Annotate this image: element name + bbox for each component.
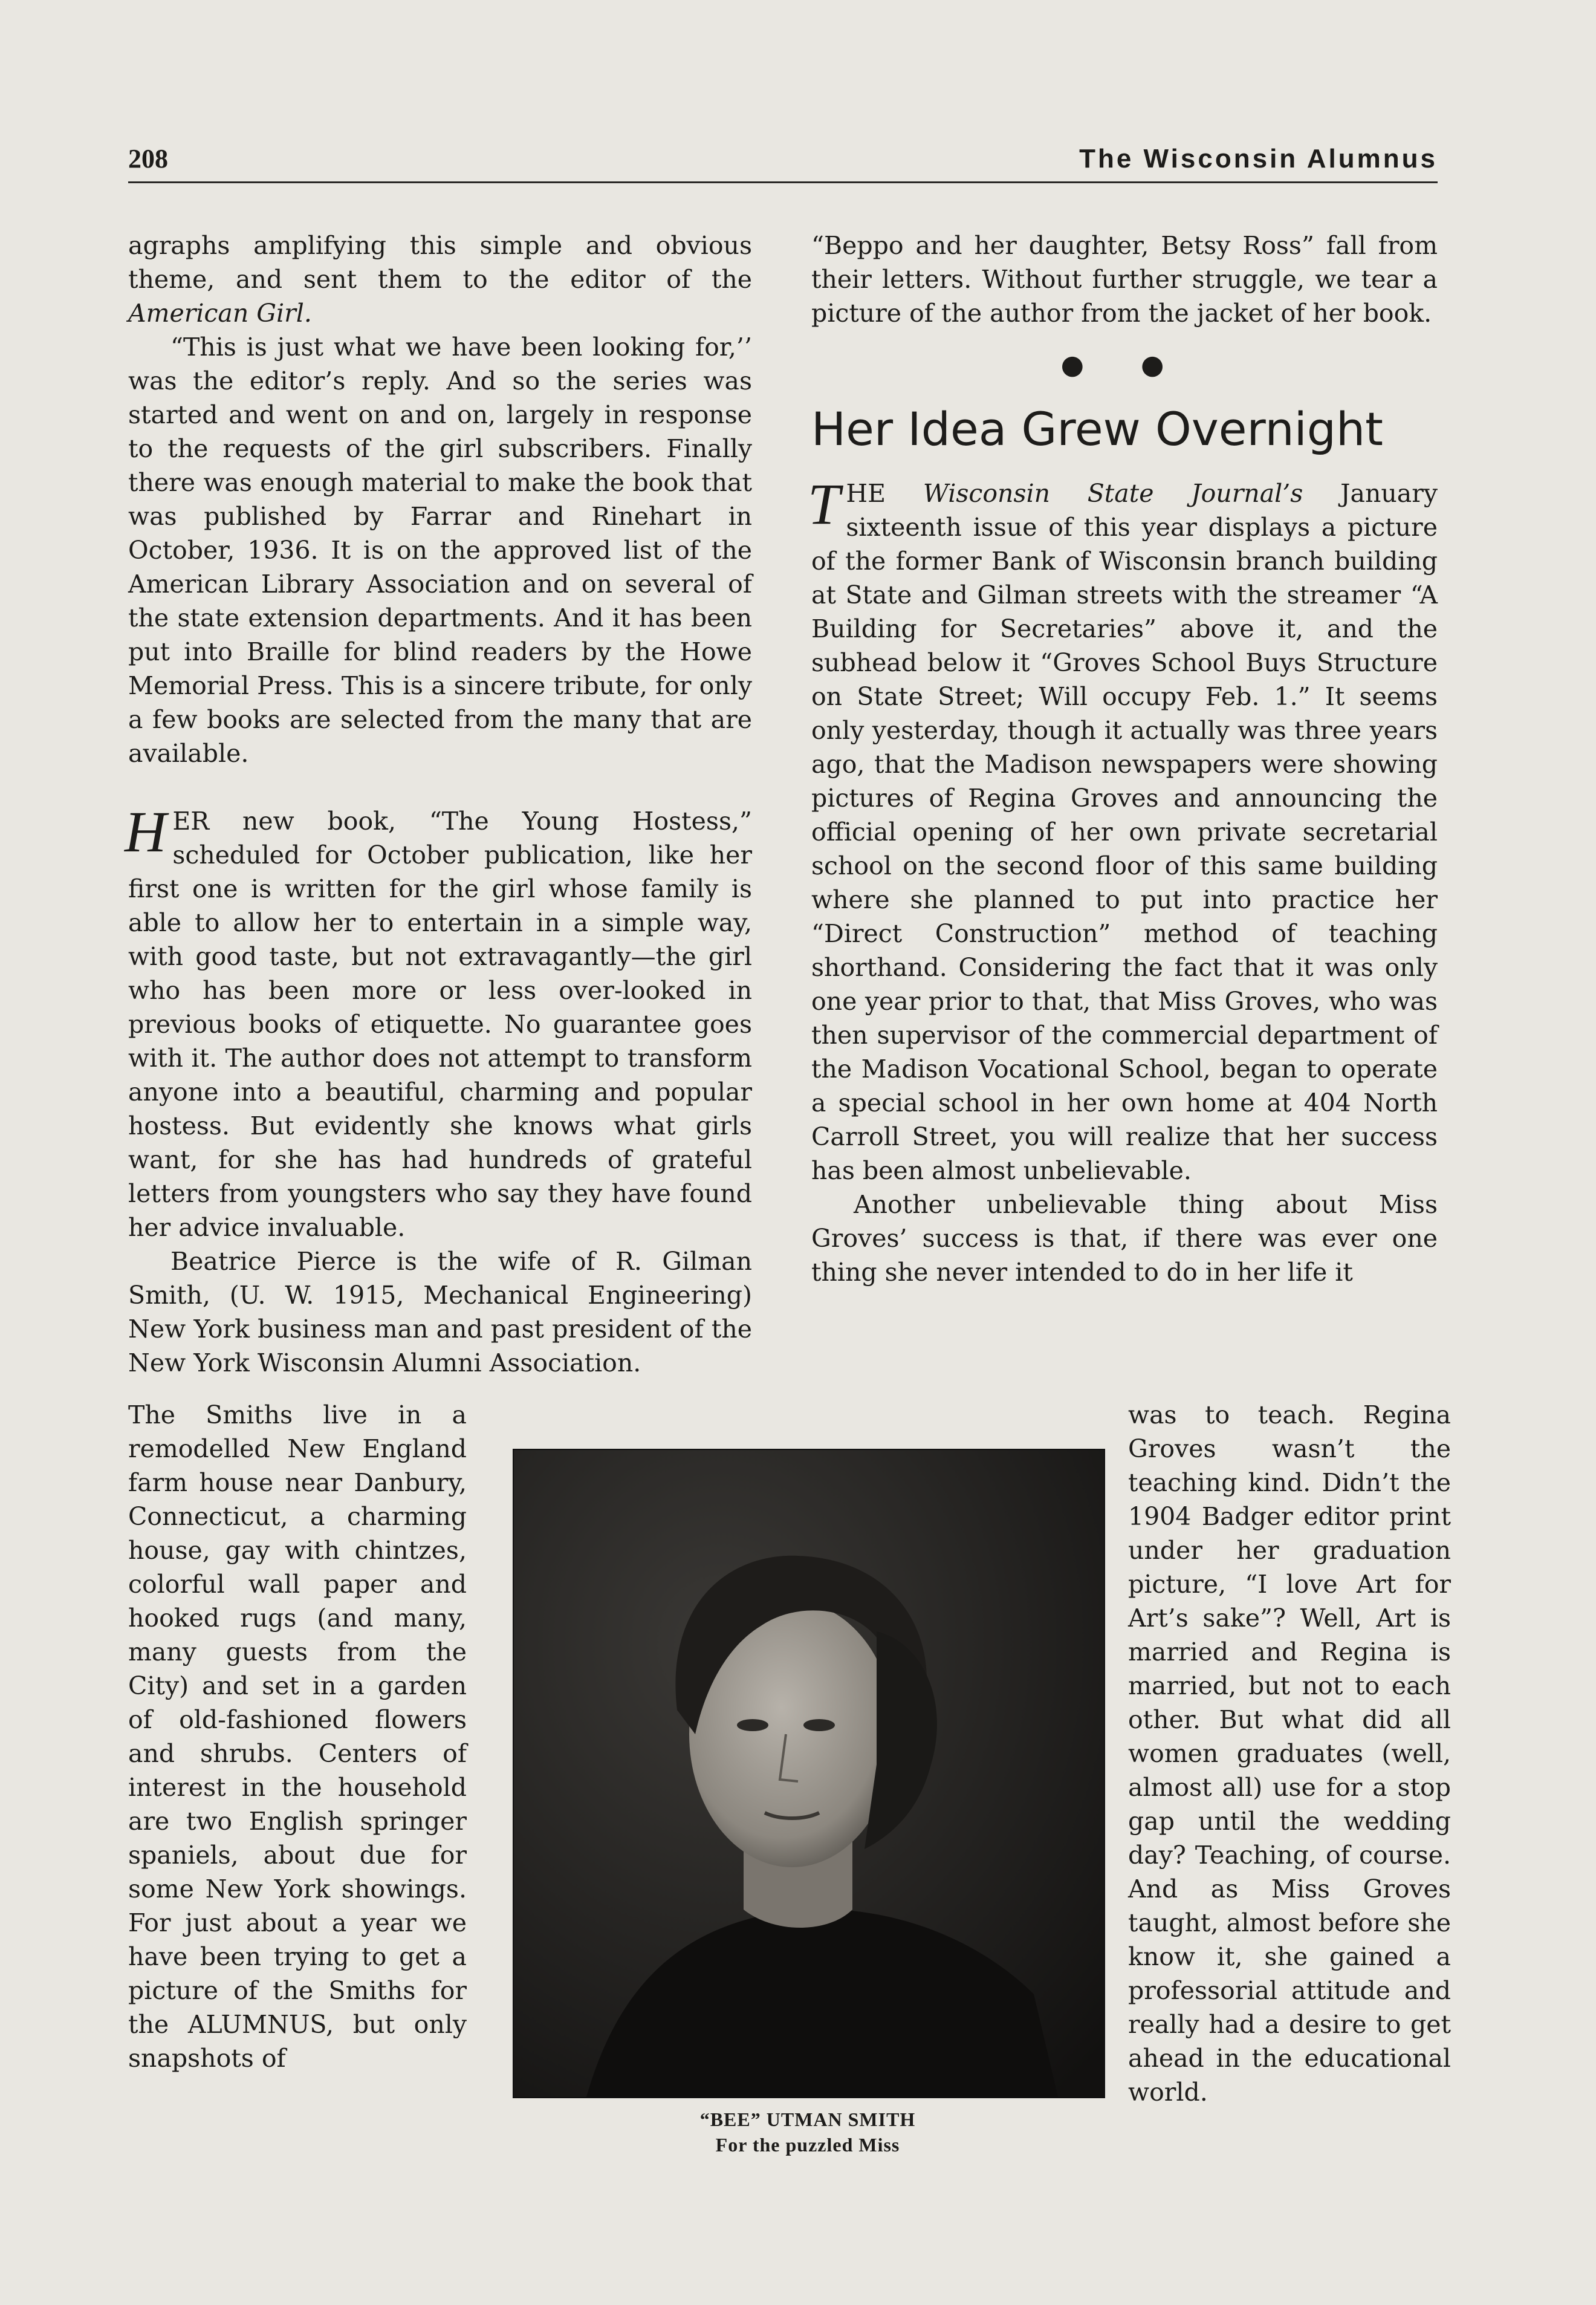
- left-column: [125, 229, 752, 1380]
- right-wrap-column: [1128, 1398, 1451, 2109]
- paragraph: HER new book, “The Young Hostess,” scheduled for October publication, like her first one is written for the girl whose family is able to allow her to entertain in a simple way, with good taste, but not extravagantly—the girl who has been more or less over-looked in previous books of etiquette. No guarantee goes with it. The author does not attempt to transform anyone into a beautiful, charming and popular hostess. But evidently she knows what girls want, for she has had hundreds of grateful letters from youngsters who say they have found her advice invaluable.: [125, 799, 752, 1242]
- section-separator: ● ●: [1060, 349, 1189, 380]
- page-number: 208: [128, 144, 168, 174]
- drop-cap: H: [125, 799, 167, 864]
- paragraph: Another unbelievable thing about Miss Groves’ success is that, if there was ever one thing she never intended to do in her life it: [811, 1190, 1438, 1287]
- caption-subtitle: For the puzzled Miss: [715, 2134, 900, 2156]
- paragraph: The Smiths live in a remodelled New England farm house near Danbury, Connecticut, a charming house, gay with chintzes, colorful wall paper and hooked rugs (and many, many guests from the City) and set in a garden of old-fashioned flowers and shrubs. Centers of interest in the household are two English springer spaniels, about due for some New York showings. For just about a year we have been trying to get a picture of the Smiths for the ALUMNUS, but only snapshots of: [128, 1400, 467, 2073]
- paragraph: agraphs amplifying this simple and obvious theme, and sent them to the editor of the American Girl.: [128, 231, 752, 328]
- article-headline: Her Idea Grew Overnight: [811, 402, 1383, 456]
- magazine-title: The Wisconsin Alumnus: [1079, 144, 1438, 174]
- newspaper-name-italic: Wisconsin State Journal’s: [923, 479, 1303, 508]
- caption-name: “BEE” UTMAN SMITH: [699, 2108, 916, 2130]
- right-column: [808, 229, 1438, 1289]
- portrait-figure: [513, 1449, 1103, 2162]
- photo-caption: [513, 2107, 1103, 2157]
- paragraph: “Beppo and her daughter, Betsy Ross” fall from their letters. Without further struggle, we tear a picture of the author from the jacket of her book.: [811, 231, 1438, 328]
- paragraph: Beatrice Pierce is the wife of R. Gilman Smith, (U. W. 1915, Mechanical Engineering) New York business man and past president of the New York Wisconsin Alumni Association.: [128, 1247, 752, 1377]
- paragraph: was to teach. Regina Groves wasn’t the teaching kind. Didn’t the 1904 Badger editor print under her graduation picture, “I love Art for Art’s sake”? Well, Art is married and Regina is married, but not to each other. But what did all women graduates (well, almost all) use for a stop gap until the wedding day? Teaching, of course. And as Miss Groves taught, almost before she know it, she gained a professorial attitude and really had a desire to get ahead in the educational world.: [1128, 1400, 1451, 2107]
- drop-cap: T: [808, 472, 840, 536]
- page-header: [128, 138, 1438, 183]
- left-wrap-column: [128, 1398, 467, 2075]
- portrait-illustration: [514, 1450, 1104, 2097]
- magazine-name-italic: American Girl.: [128, 299, 312, 328]
- paragraph: THE Wisconsin State Journal’s January sixteenth issue of this year displays a picture of the former Bank of Wisconsin branch building at State and Gilman streets with the streamer “A Building for Secretaries” above it, and the subhead below it “Groves School Buys Structure on State Street; Will occupy Feb. 1.” It seems only yesterday, though it actually was three years ago, that the Madison newspapers were showing pictures of Regina Groves and announcing the official opening of her own private secretarial school on the second floor of this same building where she planned to put into practice her “Direct Construction” method of teaching shorthand. Considering the fact that it was only one year prior to that, that Miss Groves, who was then supervisor of the commercial department of the Madison Vocational School, began to operate a special school in her own home at 404 North Carroll Street, you will realize that her success has been almost unbelievable.: [808, 472, 1438, 1185]
- paragraph: “This is just what we have been looking for,’’ was the editor’s reply. And so the series was started and went on and on, largely in response to the requests of the girl subscribers. Finally there was enough material to make the book that was published by Farrar and Rinehart in October, 1936. It is on the approved list of the American Library Association and on several of the state extension departments. And it has been put into Braille for blind readers by the Howe Memorial Press. This is a sincere tribute, for only a few books are selected from the many that are available.: [128, 333, 752, 768]
- portrait-photo: [513, 1449, 1105, 2098]
